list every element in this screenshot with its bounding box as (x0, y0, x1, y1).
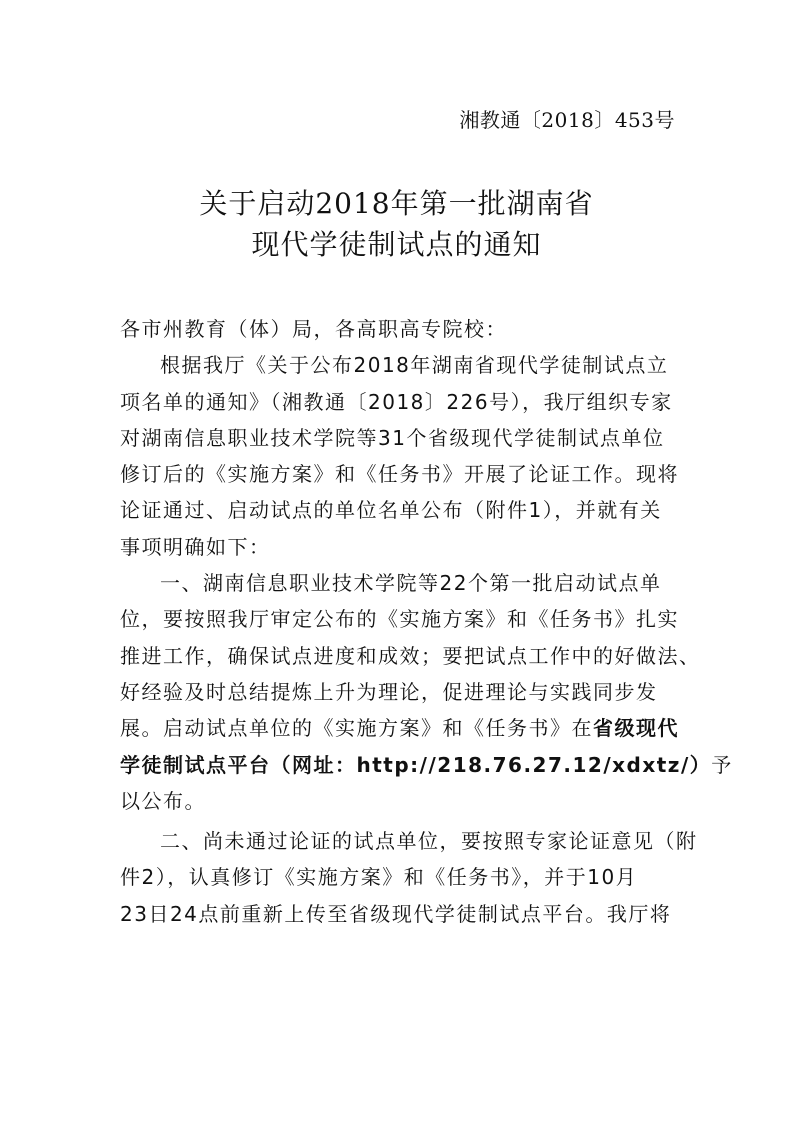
paragraph-2 (120, 565, 733, 819)
paragraph-line (120, 747, 733, 783)
paragraph-line: 位，要按照我厅审定公布的《实施方案》和《任务书》扎实 (120, 607, 679, 632)
paragraph-line (120, 710, 679, 746)
paragraph-3 (120, 823, 698, 932)
document-title (0, 183, 793, 265)
paragraph-line: 对湖南信息职业技术学院等31个省级现代学徒制试点单位 (120, 425, 665, 450)
title-line-1: 关于启动2018年第一批湖南省 (199, 187, 594, 220)
paragraph-1 (120, 347, 679, 565)
paragraph-line: 推进工作，确保试点进度和成效；要把试点工作中的好做法、 (120, 643, 701, 668)
paragraph-line: 修订后的《实施方案》和《任务书》开展了论证工作。现将 (120, 462, 679, 487)
title-line-2: 现代学徒制试点的通知 (251, 228, 542, 261)
paragraph-line: 件2），认真修订《实施方案》和《任务书》，并于10月 (120, 865, 638, 890)
paragraph-line: 一、湖南信息职业技术学院等22个第一批启动试点单 (160, 571, 662, 596)
platform-link-part-1[interactable]: 省级现代 (593, 716, 679, 741)
paragraph-line: 项名单的通知》（湘教通〔2018〕226号），我厅组织专家 (120, 389, 673, 414)
paragraph-line: 好经验及时总结提炼上升为理论，促进理论与实践同步发 (120, 679, 658, 704)
paragraph-line: 二、尚未通过论证的试点单位，要按照专家论证意见（附 (160, 829, 698, 854)
paragraph-text: 予 (711, 752, 733, 777)
document-number: 湘教通〔2018〕453号 (459, 108, 675, 132)
salutation: 各市州教育（体）局，各高职高专院校： (120, 317, 507, 341)
paragraph-line: 23日24点前重新上传至省级现代学徒制试点平台。我厅将 (120, 901, 672, 926)
paragraph-line: 根据我厅《关于公布2018年湖南省现代学徒制试点立 (160, 353, 669, 378)
paragraph-line: 以公布。 (120, 788, 206, 813)
paragraph-line: 论证通过、启动试点的单位名单公布（附件1），并就有关 (120, 498, 662, 523)
paragraph-line: 事项明确如下： (120, 534, 271, 559)
paragraph-text: 展。启动试点单位的《实施方案》和《任务书》在 (120, 716, 593, 741)
document-body (120, 311, 733, 932)
platform-link-part-2[interactable]: 学徒制试点平台（网址：http://218.76.27.12/xdxtz/） (120, 752, 712, 777)
